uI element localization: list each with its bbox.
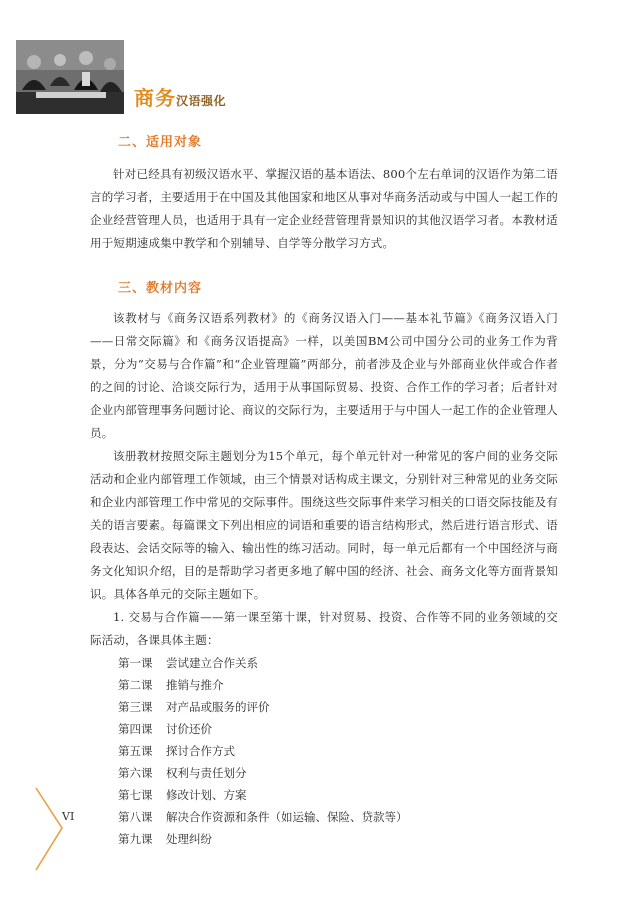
page-content [90,133,558,850]
content-paragraph-3: 1. 交易与合作篇——第一课至第十课，针对贸易、投资、合作等不同的业务领域的交际活动，各课具体主题： [90,610,558,647]
business-meeting-photo [16,40,124,114]
header-title [134,82,226,111]
header-title-main: 商务 [134,86,176,110]
lesson-title: 对产品或服务的评价 [166,700,270,714]
lesson-number: 第一课 [118,656,153,670]
page-number: VI [62,810,75,823]
lesson-title: 讨价还价 [166,722,212,736]
lesson-title: 解决合作资源和条件（如运输、保险、贷款等） [166,810,408,824]
lesson-item [118,806,558,828]
lesson-number: 第九课 [118,832,153,846]
lesson-title: 探讨合作方式 [166,744,235,758]
lesson-item [118,696,558,718]
lesson-item [118,674,558,696]
lesson-item [118,740,558,762]
header-photo [16,40,124,114]
header-title-sub: 汉语强化 [176,94,227,108]
section-heading-content: 三、教材内容 [118,281,203,296]
page-number-chevron-icon [28,786,98,896]
lesson-number: 第五课 [118,744,153,758]
lesson-item [118,718,558,740]
lesson-item [118,762,558,784]
lesson-number: 第二课 [118,678,153,692]
lesson-list [90,652,558,850]
lesson-number: 第六课 [118,766,153,780]
lesson-item [118,828,558,850]
section-heading-audience: 二、适用对象 [118,135,203,150]
lesson-title: 推销与推介 [166,678,224,692]
lesson-title: 处理纠纷 [166,832,212,846]
content-paragraph-2: 该册教材按照交际主题划分为15个单元，每个单元针对一种常见的客户间的业务交际活动和企业内部管理工作领域，由三个情景对话构成主课文，分别针对三种常见的业务交际和企业内部管理工作中常见的交际事件。围绕这些交际事件来学习相关的口语交际技能及有关的语言要素。每篇课文下列出相应的词语和重要的语言结构形式，然后进行语言形式、语段表达、会话交际等的输入、输出性的练习活动。同时，每一单元后都有一个中国经济与商务文化知识介绍，目的是帮助学习者更多地了解中国的经济、社会、商务文化等方面背景知识。具体各单元的交际主题如下。 [90,449,558,601]
lesson-number: 第四课 [118,722,153,736]
lesson-title: 尝试建立合作关系 [166,656,258,670]
lesson-title: 权利与责任划分 [166,766,247,780]
lesson-item [118,652,558,674]
content-paragraph-1: 该教材与《商务汉语系列教材》的《商务汉语入门——基本礼节篇》《商务汉语入门——日常交际篇》和《商务汉语提高》一样，以美国BM公司中国分公司的业务工作为背景，分为“交易与合作篇”和“企业管理篇”两部分，前者涉及企业与外部商业伙伴或合作者的之间的讨论、洽谈交际行为，适用于从事国际贸易、投资、合作工作的学习者；后者针对企业内部管理事务问题讨论、商议的交际行为，主要适用于与中国人一起工作的企业管理人员。 [90,311,558,440]
lesson-number: 第三课 [118,700,153,714]
lesson-number: 第八课 [118,810,153,824]
audience-paragraph: 针对已经具有初级汉语水平、掌握汉语的基本语法、800个左右单词的汉语作为第二语言的学习者，主要适用于在中国及其他国家和地区从事对华商务活动或与中国人一起工作的企业经营管理人员，也适用于具有一定企业经营管理背景知识的其他汉语学习者。本教材适用于短期速成集中教学和个别辅导、自学等分散学习方式。 [90,167,558,250]
lesson-number: 第七课 [118,788,153,802]
lesson-title: 修改计划、方案 [166,788,247,802]
lesson-item [118,784,558,806]
